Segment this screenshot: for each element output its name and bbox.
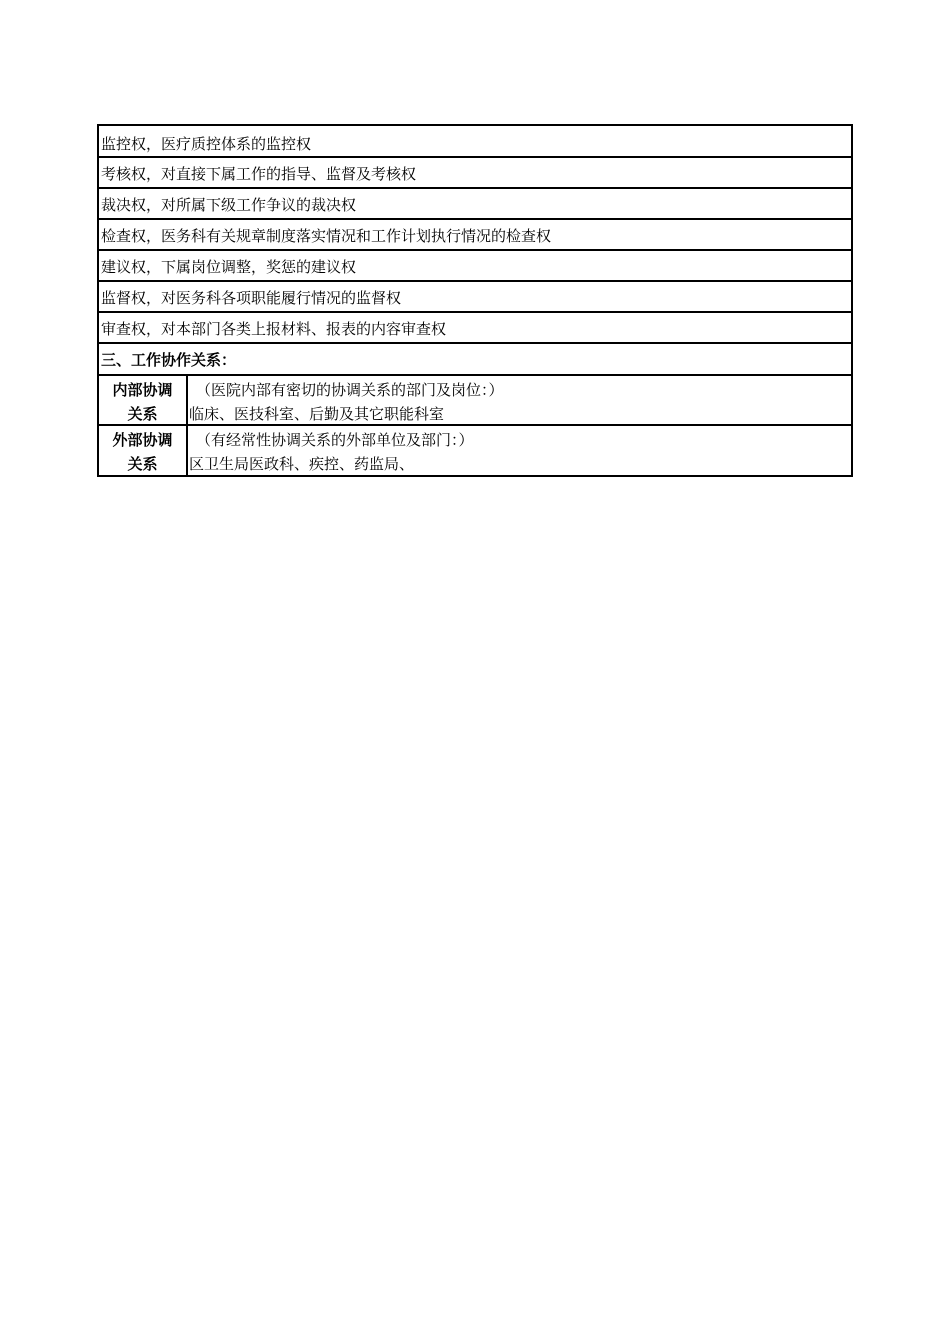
authority-text: 监控权，医疗质控体系的监控权	[101, 135, 312, 153]
internal-relations-value: 临床、医技科室、后勤及其它职能科室	[189, 405, 445, 423]
authority-row-arbitration	[99, 189, 851, 220]
label-line: 关系	[127, 405, 158, 423]
authority-text: 考核权，对直接下属工作的指导、监督及考核权	[101, 165, 417, 183]
authority-text: 审查权，对本部门各类上报材料、报表的内容审查权	[101, 320, 447, 338]
authority-row-recommendation	[99, 251, 851, 282]
external-relations-row	[99, 426, 851, 475]
authority-row-supervision	[99, 282, 851, 313]
authority-text: 裁决权，对所属下级工作争议的裁决权	[101, 196, 357, 214]
external-relations-label	[99, 426, 188, 475]
external-relations-content	[188, 426, 851, 475]
external-relations-hint: （有经常性协调关系的外部单位及部门：）	[196, 431, 474, 449]
section-title: 三、工作协作关系：	[101, 351, 237, 369]
internal-relations-hint: （医院内部有密切的协调关系的部门及岗位：）	[196, 381, 504, 399]
authority-text: 建议权，下属岗位调整，奖惩的建议权	[101, 258, 357, 276]
authority-row-assessment	[99, 158, 851, 189]
job-description-table	[97, 124, 853, 477]
section-heading-collaboration	[99, 344, 851, 376]
authority-row-inspection	[99, 220, 851, 251]
internal-relations-row	[99, 376, 851, 426]
authority-text: 监督权，对医务科各项职能履行情况的监督权	[101, 289, 402, 307]
internal-relations-content	[188, 376, 851, 424]
authority-row-monitoring	[99, 126, 851, 158]
label-line: 内部协调	[112, 381, 173, 399]
label-line: 外部协调	[112, 431, 173, 449]
label-line: 关系	[127, 455, 158, 473]
external-relations-value: 区卫生局医政科、疾控、药监局、	[189, 455, 415, 473]
authority-row-review	[99, 313, 851, 344]
authority-text: 检查权，医务科有关规章制度落实情况和工作计划执行情况的检查权	[101, 227, 552, 245]
internal-relations-label	[99, 376, 188, 424]
